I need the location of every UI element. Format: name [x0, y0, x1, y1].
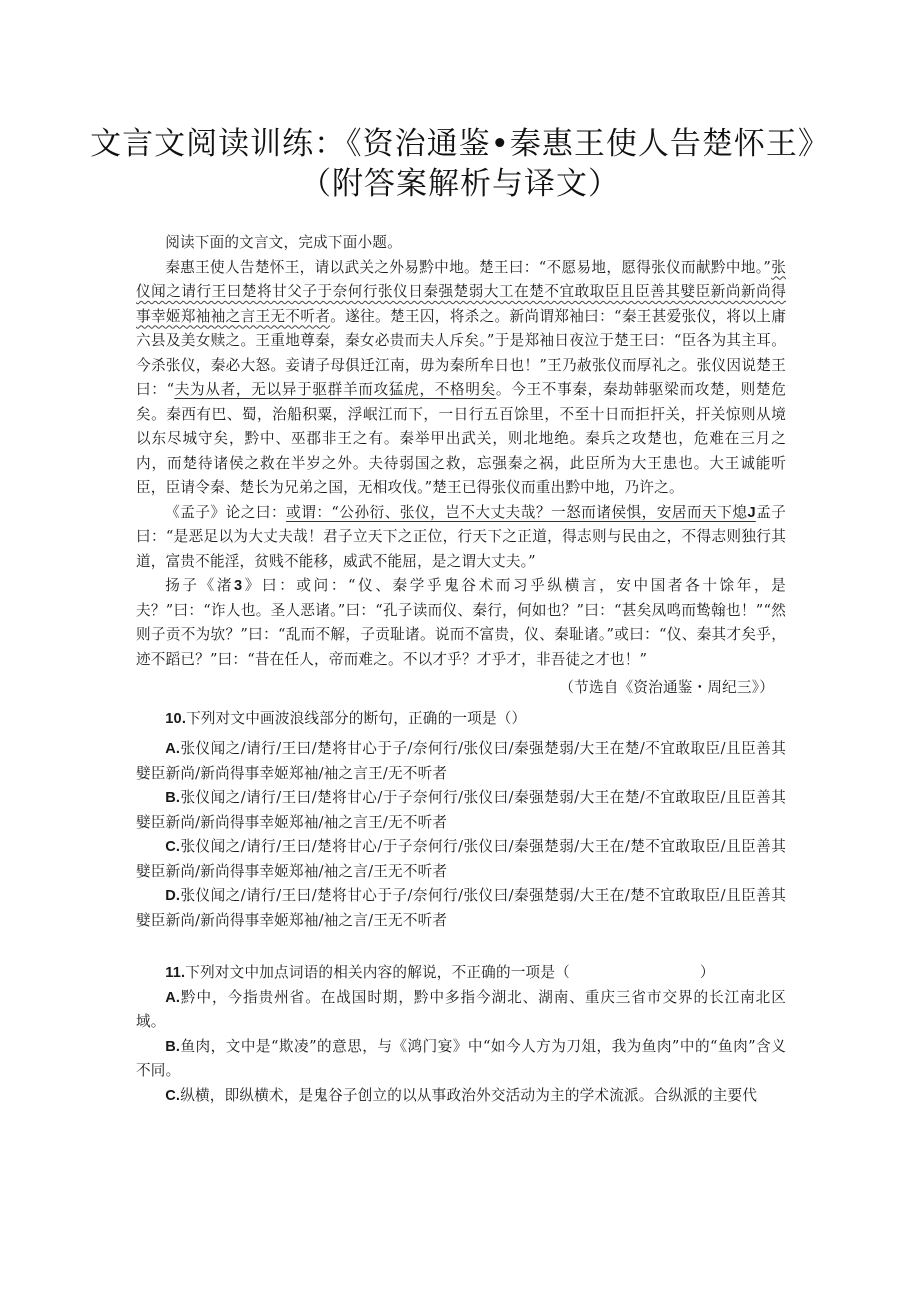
question-10-stem	[136, 707, 786, 732]
question-10-option-d[interactable]	[136, 884, 786, 933]
question-number: 11.	[165, 965, 186, 981]
passage-text: 扬子《渚	[165, 577, 235, 594]
passage-paragraph-3	[136, 574, 786, 672]
passage-text: 《孟子》论之曰：	[165, 503, 287, 521]
footnote-number: 3	[234, 578, 243, 594]
question-text-end: ）	[699, 964, 715, 981]
question-10-option-c[interactable]	[136, 835, 786, 884]
page-title: 文言文阅读训练：《资治通鉴•秦惠王使人告楚怀王》	[90, 126, 830, 162]
source-note: （节选自《资治通鉴・周纪三》）	[559, 679, 774, 696]
option-label: B.	[165, 790, 181, 806]
option-text: 张仪闻之/请行/王曰/楚将甘心于子/奈何行/张仪曰/秦强楚弱/大王在楚/不宜敢取臣/且臣善其嬖臣新尚/新尚得事幸姬郑袖/袖之言王/无不听者	[136, 740, 786, 782]
option-label: D.	[165, 888, 181, 904]
option-text: 纵横，即纵横术，是鬼谷子创立的以从事政治外交活动为主的学术流派。合纵派的主要代	[180, 1086, 758, 1104]
option-text: 张仪闻之/请行/王曰/楚将甘心/于子奈何行/张仪曰/秦强楚弱/大王在/楚不宜敢取臣/且臣善其嬖臣新尚/新尚得事幸姬郑袖/袖之言/王无不听者	[136, 838, 786, 880]
document-body	[136, 231, 786, 1108]
option-text: 鱼肉，文中是“欺凌”的意思，与《鸿门宴》中“如今人方为刀俎，我为鱼肉”中的“鱼肉”含义不同。	[136, 1037, 786, 1079]
option-label: A.	[165, 741, 181, 757]
question-text: 下列对文中画波浪线部分的断句，正确的一项是（）	[186, 709, 527, 727]
option-text: 黔中，今指贵州省。在战国时期，黔中多指今湖北、湖南、重庆三省市交界的长江南北区域。	[136, 988, 786, 1030]
option-text: 张仪闻之/请行/王曰/楚将甘心于子/奈何行/张仪曰/秦强楚弱/大王在/楚不宜敢取臣/且臣善其嬖臣新尚/新尚得事幸姬郑袖/袖之言/王无不听者	[136, 887, 786, 929]
passage-text: 。今王不事秦，秦劫韩驱梁而攻楚，则楚危矣。秦西有巴、蜀，治船积粟，浮岷江而下，一日行五百馀里，不至十日而拒扞关，扞关惊则从境以东尽城守矣，黔中、巫郡非王之有。秦举甲出武关，则北地绝。秦兵之攻楚也，危难在三月之内，而楚待诸侯之救在半岁之外。夫待弱国之救，忘强秦之祸，此臣所为大王患也。大王诚能听臣，臣请令秦、楚长为兄弟之国，无相攻伐。”楚王已得张仪而重出黔中地，乃许之。	[136, 381, 786, 496]
question-10-option-a[interactable]	[136, 737, 786, 786]
passage-paragraph-1	[136, 256, 786, 501]
wavy-underlined-text: 张仪闻之请行王曰楚将甘父子于奈何行张仪日秦强楚弱大工在楚不宜敢取臣且臣善其嬖臣新尚新尚得事幸姬郑袖袖之言王无不听者	[136, 258, 787, 325]
question-11-stem	[136, 961, 786, 986]
page-subtitle: （附答案解析与译文）	[300, 166, 620, 202]
underlined-sentence: 夫为从者，无以异于驱群羊而攻猛虎，不格明矣	[174, 381, 496, 398]
passage-text: 。遂往。楚王囚，将杀之。新尚谓郑袖曰：“秦王甚爱张仪，将以上庸六县及美女赎之。王重地尊秦，秦女必贵而夫人斥矣。”于是郑袖日夜泣于楚王曰：“臣各为其主耳。今杀张仪，秦必大怒。妾请子母俱迁江南，毋为秦所牟日也！”王乃赦张仪而厚礼之。张仪因说楚王曰：“	[136, 307, 786, 398]
option-label: A.	[165, 989, 181, 1006]
question-number: 10.	[165, 710, 187, 727]
option-text: 张仪闻之/请行/王曰/楚将甘心/于子奈何行/张仪曰/秦强楚弱/大王在楚/不宜敢取臣/且臣善其嬖臣新尚/新尚得事幸姬郑袖/袖之言王/无不听者	[136, 789, 786, 831]
passage-text: 秦惠王使人告楚怀王，请以武关之外易黔中地。楚王曰：“不愿易地，愿得张仪而献黔中地。”	[165, 258, 772, 276]
question-10-option-b[interactable]	[136, 786, 786, 835]
passage-paragraph-2	[136, 501, 786, 575]
question-11-option-b[interactable]	[136, 1035, 786, 1084]
passage-text: 孟子曰：“是恶足以为大丈夫哉！君子立天下之正位，行天下之正道，得志则与民由之，不得志则独行其道，富贵不能淫，贫贱不能移，威武不能屈，是之谓大丈夫。”	[136, 503, 786, 570]
underlined-sentence: 或谓：“公孙衍、张仪，岂不大丈夫哉？一怒而诸侯惧，安居而天下熄	[286, 503, 748, 521]
option-label: C.	[165, 839, 181, 855]
instructions: 阅读下面的文言文，完成下面小题。	[165, 234, 402, 251]
passage-text: 》曰：或问：“仪、秦学乎鬼谷术而习乎纵横言，安中国者各十馀年，是夫？”曰：“诈人也。圣人恶诸。”曰：“孔子读而仪、秦行，何如也？”曰：“甚矣凤鸣而鸷翰也！”“然则子贡不为欤？”曰：“乱而不解，子贡耻诸。说而不富贵，仪、秦耻诸。”或曰：“仪、秦其才矣乎，迹不蹈已？”曰：“昔在任人，帝而难之。不以才乎？才乎才，非吾徒之才也！”	[136, 577, 786, 668]
passage-symbol: J	[747, 504, 756, 521]
question-11-option-c[interactable]	[136, 1084, 786, 1109]
question-text: 下列对文中加点词语的相关内容的解说，不正确的一项是（	[185, 964, 570, 981]
option-label: C.	[165, 1087, 181, 1104]
question-11-option-a[interactable]	[136, 986, 786, 1035]
option-label: B.	[165, 1038, 181, 1055]
